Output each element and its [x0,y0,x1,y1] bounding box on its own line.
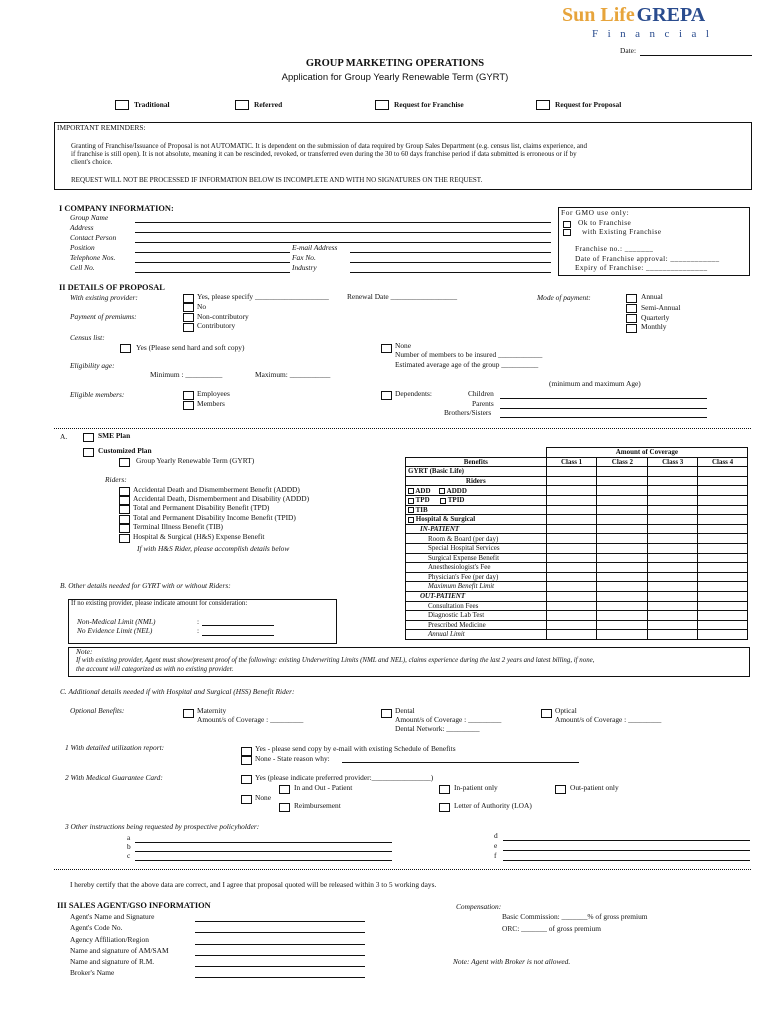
instruction-letter-f: f [494,851,497,860]
rider-tpd-label: Total and Permanent Disability Benefit (TPD) [133,503,270,512]
customized-plan-label: Customized Plan [98,446,152,455]
contact-person-label: Contact Person [70,233,117,242]
mgc-yes-label: Yes (please indicate preferred provider:________________) [255,773,434,782]
franchise-checkbox[interactable] [375,100,389,110]
instruction-letter-d: d [494,831,498,840]
rider-addd-label: Accidental Death, Dismemberment and Disability (ADDD) [133,494,310,503]
agency-label: Agency Affiliation/Region [70,935,149,944]
optical-label: Optical [555,706,577,715]
rider-hs-checkbox[interactable] [119,534,130,543]
mgc-label: 2 With Medical Guarantee Card: [65,773,163,782]
brothers-sisters-field[interactable] [500,417,707,418]
in-patient-only-checkbox[interactable] [439,785,450,794]
out-patient-only-checkbox[interactable] [555,785,566,794]
class-4-header: Class 4 [698,457,748,467]
section-divider [54,869,751,870]
nml-label: Non-Medical Limit (NML) [77,617,156,626]
position-field[interactable] [135,252,290,253]
group-name-field[interactable] [135,222,551,223]
instruction-letter-e: e [494,841,498,850]
agent-code-field[interactable] [195,932,365,933]
mode-semi-annual-checkbox[interactable] [626,304,637,313]
rider-tpd-checkbox[interactable] [119,505,130,514]
row-room-board: Room & Board (per day) [406,534,547,544]
cell-field[interactable] [135,272,290,273]
table-row [406,467,748,477]
table-row [406,524,748,534]
logo-financial: Financial [592,28,719,40]
rider-hs-label: Hospital & Surgical (H&S) Expense Benefit [133,532,265,541]
hs-rider-note: If with H&S Rider, please accomplish details below [137,544,290,553]
class-3-header: Class 3 [648,457,698,467]
table-row [406,572,748,582]
mode-semi-annual-label: Semi-Annual [641,303,681,312]
contributory-label: Contributory [197,321,236,330]
reminders-line-3: client's choice. [71,158,113,166]
date-field[interactable] [640,55,752,56]
table-row [406,563,748,573]
mode-monthly-label: Monthly [641,322,667,331]
min-max-age-note: (minimum and maximum Age) [549,379,641,388]
existing-provider-label: With existing provider: [70,293,138,302]
row-anesthesiologist: Anesthesiologist's Fee [406,563,547,573]
dependents-checkbox[interactable] [381,391,392,400]
members-insured: Number of members to be insured ____________ [395,350,543,359]
row-diagnostic: Diagnostic Lab Test [406,611,547,621]
agent-name-field[interactable] [195,921,365,922]
mgc-yes-checkbox[interactable] [241,775,252,784]
am-sam-field[interactable] [195,955,365,956]
rm-label: Name and signature of R.M. [70,957,155,966]
add-checkbox[interactable] [408,488,414,494]
utilization-label: 1 With detailed utilization report: [65,743,165,752]
agent-name-label: Agent's Name and Signature [70,912,155,921]
position-label: Position [70,243,95,252]
note-line-1: If with existing provider, Agent must show/present proof of the following: existing Underwriting Limits (NML and NEL), claims experience during the last 2 years and latest billing, if none, [76,657,595,664]
row-hospital-surgical: Hospital & Surgical [415,515,476,524]
instruction-f-field[interactable] [503,860,750,861]
row-consultation: Consultation Fees [406,601,547,611]
table-row [406,495,748,505]
note-title: Note: [76,647,93,656]
table-row [406,591,748,601]
employees-label: Employees [197,389,230,398]
proposal-label: Request for Proposal [555,100,622,109]
members-checkbox[interactable] [183,401,194,410]
proposal-heading: II DETAILS OF PROPOSAL [59,283,165,292]
company-logo [562,4,705,28]
instruction-e-field[interactable] [503,850,750,851]
section-a-label: A. [60,432,68,441]
cell-label: Cell No. [70,263,95,272]
utilization-yes-checkbox[interactable] [241,747,252,756]
mode-quarterly-checkbox[interactable] [626,314,637,323]
traditional-label: Traditional [134,100,170,109]
nel-field[interactable] [202,635,274,636]
eligibility-age-label: Eligibility age: [70,361,115,370]
row-riders: Riders [406,476,547,486]
row-out-patient: OUT-PATIENT [406,591,547,601]
compensation-label: Compensation: [456,902,502,911]
agent-code-label: Agent's Code No. [70,923,123,932]
loa-checkbox[interactable] [439,803,450,812]
riders-label: Riders: [105,475,127,484]
children-label: Children [468,389,494,398]
members-label: Members [197,399,225,408]
table-row [406,534,748,544]
row-surgical-expense: Surgical Expense Benefit [406,553,547,563]
mode-annual-checkbox[interactable] [626,294,637,303]
row-max-benefit: Maximum Benefit Limit [406,582,547,592]
customized-plan-checkbox[interactable] [83,448,94,457]
referred-label: Referred [254,100,283,109]
employees-checkbox[interactable] [183,391,194,400]
coverage-table [405,447,748,640]
nml-field[interactable] [202,625,274,626]
non-contributory-label: Non-contributory [197,312,249,321]
reminders-line-2: if franchise is still open). It is not absolute, meaning it can be rescinded, revoked, or transferred even during the 30 to 60 days franchise period if data submitted is erroneous or if by [71,150,577,158]
in-out-patient-label: In and Out - Patient [294,783,353,792]
utilization-yes-label: Yes - please send copy by e-mail with existing Schedule of Benefits [255,744,456,753]
parents-label: Parents [472,399,494,408]
provider-no-label: No [197,302,207,311]
email-field[interactable] [350,252,551,253]
logo-sun-life: Sun Life [562,4,635,26]
instruction-b-field[interactable] [135,851,392,852]
rider-tib-checkbox[interactable] [119,524,130,533]
census-yes-checkbox[interactable] [120,344,131,353]
broker-field[interactable] [195,977,365,978]
row-prescribed: Prescribed Medicine [406,620,547,630]
orc: ORC: _______ of gross premium [502,924,601,933]
instruction-a-field[interactable] [135,842,392,843]
broker-label: Broker's Name [70,968,115,977]
group-name-label: Group Name [70,213,109,222]
optional-benefits-label: Optional Benefits: [70,706,125,715]
contributory-checkbox[interactable] [183,323,194,332]
proposal-checkbox[interactable] [536,100,550,110]
franchise-expiry: Expiry of Franchise: _______________ [575,263,708,272]
row-physician: Physician's Fee (per day) [406,572,547,582]
table-row [406,601,748,611]
franchise-approval-date: Date of Franchise approval: ____________ [575,254,720,263]
date-label: Date: [620,46,637,55]
industry-label: Industry [292,263,317,272]
rider-tpid-checkbox[interactable] [119,515,130,524]
industry-field[interactable] [350,272,551,273]
instruction-letter-a: a [127,833,131,842]
table-row [406,543,748,553]
gmo-title: For GMO use only: [561,208,630,217]
maternity-checkbox[interactable] [183,709,194,718]
tpd-checkbox[interactable] [408,498,414,504]
broker-note: Note: Agent with Broker is not allowed. [453,957,571,966]
dental-network: Dental Network: _________ [395,724,480,733]
email-label: E-mail Address [292,243,338,252]
existing-franchise-label: with Existing Franchise [582,227,662,236]
address-field[interactable] [135,232,551,233]
basic-commission: Basic Commission: _______% of gross premium [502,912,648,921]
amount-of-coverage-header: Amount of Coverage [546,448,747,458]
nel-colon: : [197,626,200,635]
telephone-field[interactable] [135,262,290,263]
minimum-age: Minimum : __________ [150,370,223,379]
page-subtitle: Application for Group Yearly Renewable Term (GYRT) [281,72,509,83]
nml-nel-heading: If no existing provider, please indicate amount for consideration: [71,600,248,607]
rider-addd-checkbox[interactable] [119,496,130,505]
parents-field[interactable] [500,408,707,409]
address-label: Address [70,223,94,232]
mode-monthly-checkbox[interactable] [626,324,637,333]
payment-label: Payment of premiums: [70,312,137,321]
tib-checkbox[interactable] [408,507,414,513]
renewal-date: Renewal Date __________________ [347,292,458,301]
maximum-age: Maximum: ___________ [255,370,331,379]
rider-tpid-label: Total and Permanent Disability Income Benefit (TPID) [133,513,296,522]
utilization-reason-field[interactable] [342,762,579,763]
row-gyrt: GYRT (Basic Life) [406,467,547,477]
census-none-checkbox[interactable] [381,344,392,353]
table-row [406,553,748,563]
brothers-sisters-label: Brothers/Sisters [444,408,492,417]
reminders-heading: IMPORTANT REMINDERS: [57,123,146,132]
provider-yes-label: Yes, please specify ____________________ [197,292,329,301]
out-patient-only-label: Out-patient only [570,783,619,792]
census-yes-label: Yes (Please send hard and soft copy) [136,343,245,352]
rider-tib-label: Terminal Illness Benefit (TIB) [133,522,223,531]
rider-add-label: Accidental Death and Dismemberment Benefit (ADDD) [133,485,300,494]
dental-label: Dental [395,706,415,715]
table-row [406,611,748,621]
gyrt-checkbox[interactable] [119,458,130,467]
contact-person-field[interactable] [135,242,551,243]
mgc-none-checkbox[interactable] [241,795,252,804]
nml-colon: : [197,617,200,626]
provider-yes-checkbox[interactable] [183,294,194,303]
sme-plan-label: SME Plan [98,431,131,440]
table-row [406,515,748,525]
table-row [406,620,748,630]
children-field[interactable] [500,398,707,399]
in-patient-only-label: In-patient only [454,783,498,792]
company-heading: I COMPANY INFORMATION: [59,204,174,213]
dependents-label: Dependents: [395,389,432,398]
telephone-label: Telephone Nos. [70,253,116,262]
page-title: GROUP MARKETING OPERATIONS [305,58,485,69]
row-tpd: TPD [415,496,430,505]
instruction-d-field[interactable] [503,840,750,841]
reimbursement-checkbox[interactable] [279,803,290,812]
section-divider [54,428,751,429]
maternity-label: Maternity [197,706,227,715]
agency-field[interactable] [195,944,365,945]
addd-checkbox[interactable] [439,488,445,494]
row-special-hospital: Special Hospital Services [406,543,547,553]
fax-field[interactable] [350,262,551,263]
franchise-no: Franchise no.: _______ [575,244,654,253]
note-line-2: the account will categorized as with no existing provider. [76,666,234,673]
provider-no-checkbox[interactable] [183,303,194,312]
census-label: Census list: [70,333,105,342]
gyrt-label: Group Yearly Renewable Term (GYRT) [136,456,255,465]
optical-amount: Amount/s of Coverage : _________ [555,715,662,724]
loa-label: Letter of Authority (LOA) [454,801,532,810]
tpid-checkbox[interactable] [440,498,446,504]
in-out-patient-checkbox[interactable] [279,785,290,794]
section-b-label: B. Other details needed for GYRT with or without Riders: [60,581,231,590]
logo-grepa: GREPA [636,4,706,26]
average-age: Estimated average age of the group __________ [395,360,539,369]
benefits-header: Benefits [406,457,547,467]
instruction-letter-b: b [127,842,131,851]
row-add: ADD [415,486,431,495]
franchise-label: Request for Franchise [394,100,464,109]
other-instructions-label: 3 Other instructions being requested by prospective policyholder: [65,822,260,831]
row-in-patient: IN-PATIENT [406,524,547,534]
mode-quarterly-label: Quarterly [641,313,670,322]
eligible-members-label: Eligible members: [70,390,125,399]
rm-field[interactable] [195,966,365,967]
class-1-header: Class 1 [546,457,597,467]
mgc-none-label: None [255,793,272,802]
instruction-c-field[interactable] [135,860,392,861]
optical-checkbox[interactable] [541,709,552,718]
traditional-checkbox[interactable] [115,100,129,110]
row-annual-limit: Annual Limit [406,630,547,640]
fax-label: Fax No. [292,253,316,262]
mode-annual-label: Annual [641,292,663,301]
row-addd: ADDD [446,486,467,495]
non-contributory-checkbox[interactable] [183,313,194,322]
reminders-warning: REQUEST WILL NOT BE PROCESSED IF INFORMATION BELOW IS INCOMPLETE AND WITH NO SIGNATURES ON THE REQUEST. [71,176,483,184]
row-tpid: TPID [447,496,465,505]
census-none-label: None [395,341,412,350]
reminders-line-1: Granting of Franchise/Issuance of Proposal is not AUTOMATIC. It is dependent on the submission of data required by Group Sales Department (e.g. census list, claims experience, and [71,142,588,150]
ok-franchise-checkbox[interactable] [563,221,571,228]
am-sam-label: Name and signature of AM/SAM [70,946,169,955]
utilization-none-checkbox[interactable] [241,756,252,765]
rider-add-checkbox[interactable] [119,487,130,496]
maternity-amount: Amount/s of Coverage : _________ [197,715,304,724]
hs-checkbox[interactable] [408,517,414,523]
section-c-label: C. Additional details needed if with Hospital and Surgical (HSS) Benefit Rider: [60,687,295,696]
table-row [406,582,748,592]
referred-checkbox[interactable] [235,100,249,110]
table-row [406,505,748,515]
agent-heading: III SALES AGENT/GSO INFORMATION [57,901,211,910]
ok-franchise-label: Ok to Franchise [578,218,632,227]
existing-franchise-checkbox[interactable] [563,229,571,236]
table-row [406,476,748,486]
dental-checkbox[interactable] [381,709,392,718]
instruction-letter-c: c [127,851,131,860]
sme-plan-checkbox[interactable] [83,433,94,442]
mode-label: Mode of payment: [537,293,591,302]
certification-statement: I hereby certify that the above data are correct, and I agree that proposal quoted will be released within 3 to 5 working days. [70,880,437,889]
reimbursement-label: Reimbursement [294,801,341,810]
class-2-header: Class 2 [597,457,648,467]
dental-amount: Amount/s of Coverage : _________ [395,715,502,724]
nel-label: No Evidence Limit (NEL) [77,626,153,635]
utilization-none-label: None - State reason why: [255,754,330,763]
table-row [406,630,748,640]
table-row [406,486,748,496]
row-tib: TIB [415,505,428,514]
